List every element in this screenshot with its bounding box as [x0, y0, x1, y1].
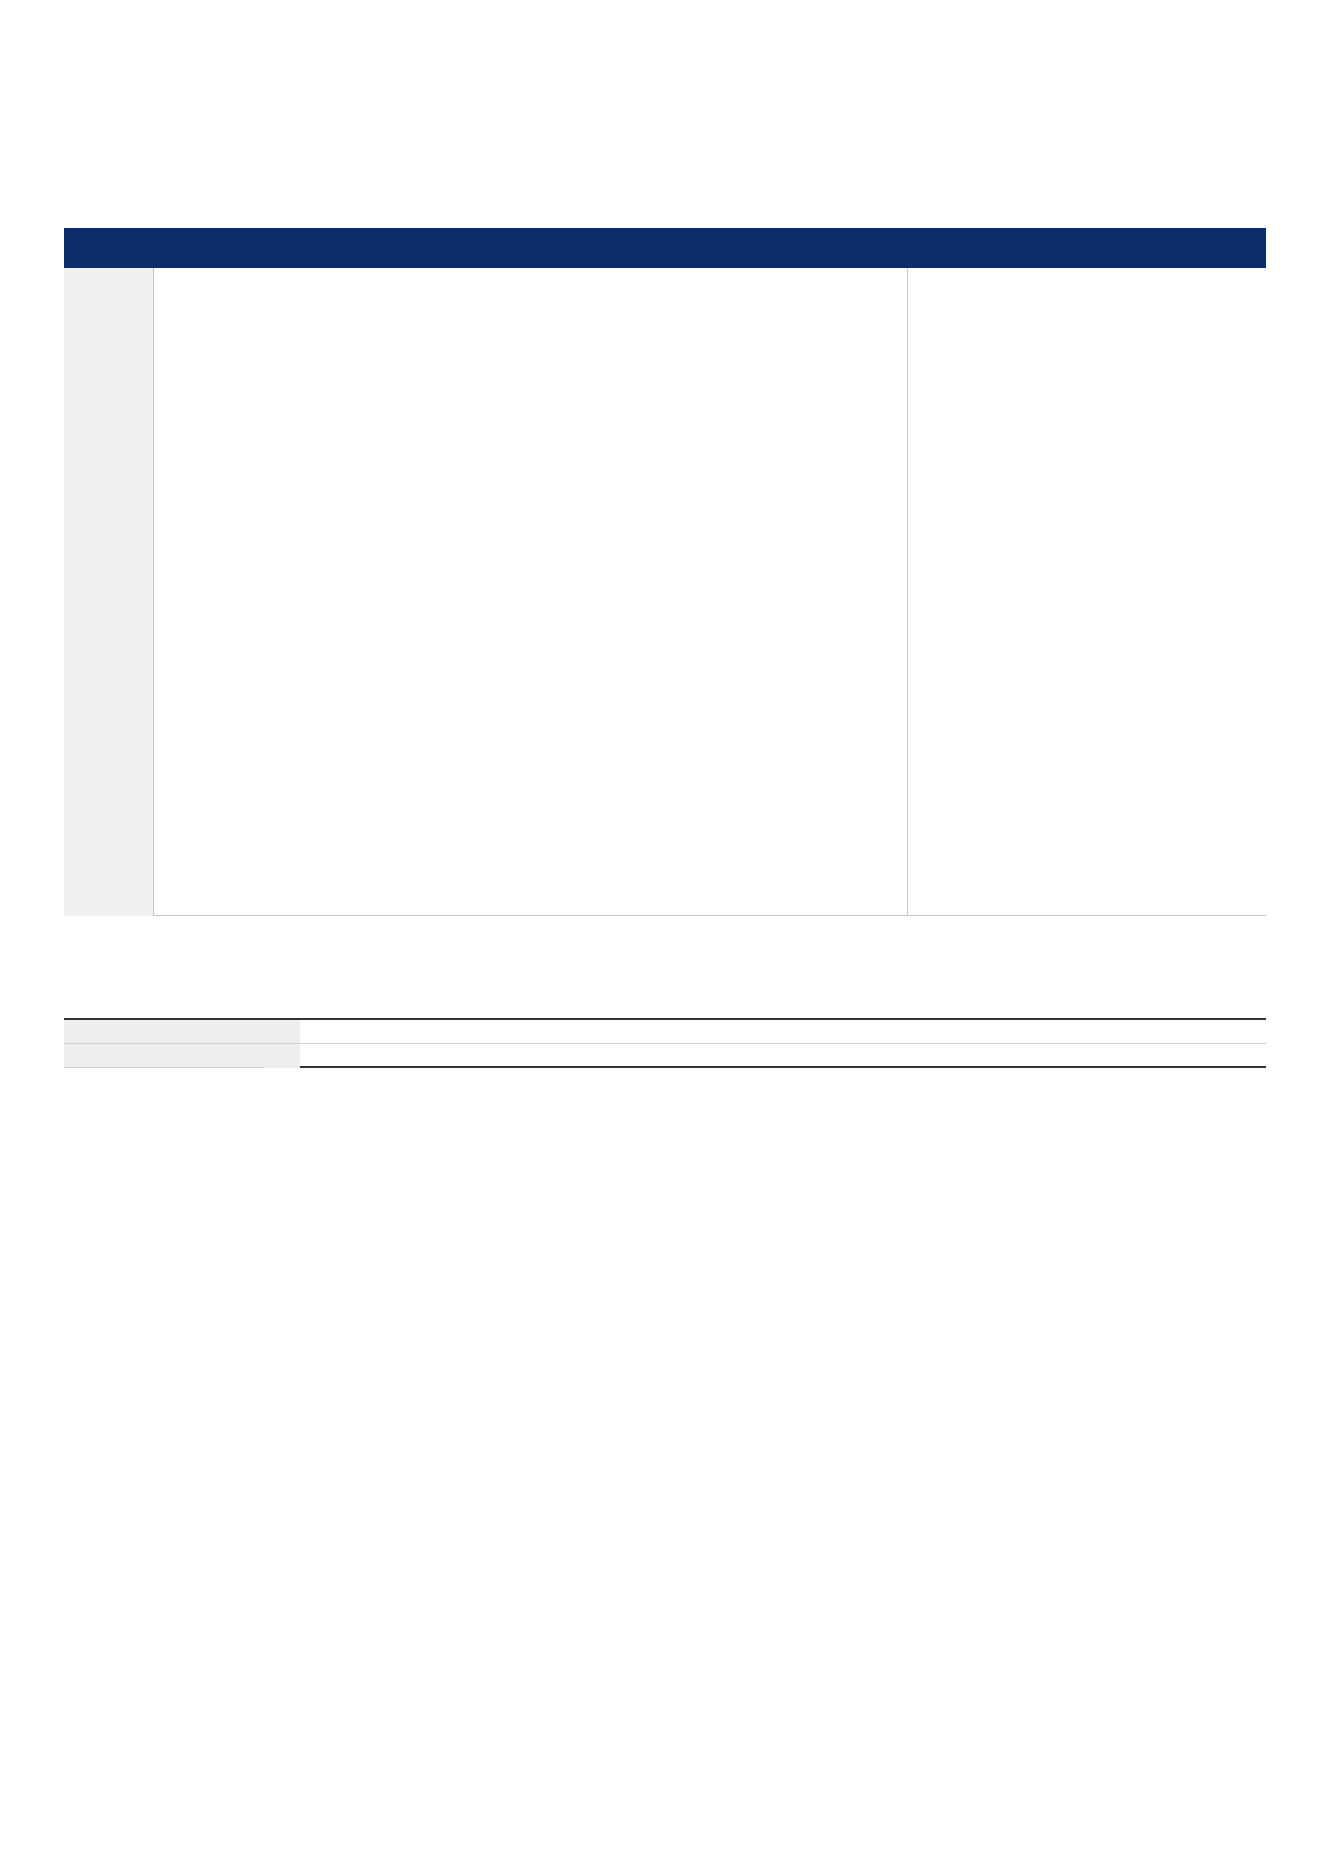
price-table [64, 228, 1266, 916]
select-items-cell [1048, 268, 1266, 916]
header-basic [414, 228, 1048, 268]
package-desc [300, 1020, 1266, 1043]
package-desc [300, 1044, 1266, 1068]
table-body [64, 268, 1266, 916]
table-header [64, 228, 1266, 268]
package-row [64, 1044, 1266, 1068]
header-type [64, 228, 214, 268]
package-table [64, 1018, 1266, 1068]
package-grade [264, 1020, 300, 1043]
basic-items-cell [414, 268, 908, 916]
header-select [1048, 228, 1266, 268]
header-price [214, 228, 414, 268]
package-grade [264, 1044, 300, 1068]
grade-cell [64, 268, 154, 916]
package-row [64, 1020, 1266, 1044]
package-wheel-group [64, 1020, 1266, 1068]
